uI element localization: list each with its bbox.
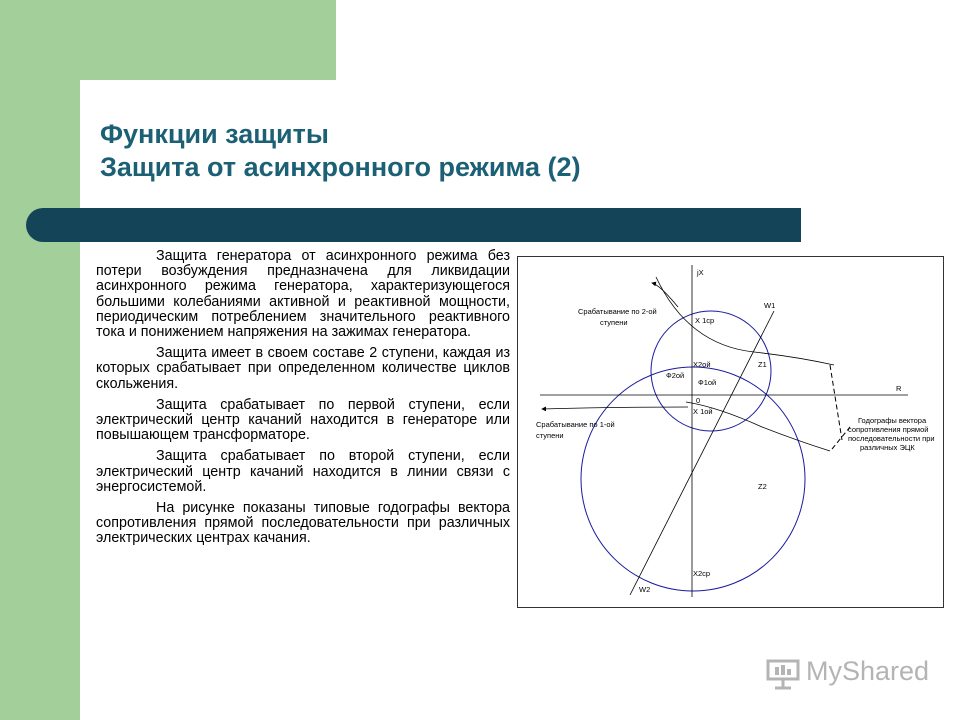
label-phi1: Ф1ой [698, 378, 717, 387]
paragraph-4: Защита срабатывает по второй ступени, если электрический центр качаний находится в линии связи с энергосистемой. [96, 448, 510, 495]
label-w1: W1 [764, 301, 776, 310]
label-z2: Z2 [758, 482, 767, 491]
label-stage2-line1: Срабатывание по 2-ой [578, 307, 657, 316]
paragraph-5: На рисунке показаны типовые годографы вектора сопротивления прямой последовательности при различных электрических центрах качания. [96, 500, 510, 547]
label-hodo-line1: Годографы вектора [858, 416, 927, 425]
label-hodo-line2: сопротивления прямой [848, 425, 929, 434]
myshared-logo [766, 656, 930, 692]
label-r: R [896, 384, 902, 393]
title-underline-band [26, 208, 801, 242]
dashed-upper [830, 365, 842, 440]
label-jx: jX [697, 268, 704, 277]
zone-circle-2 [581, 367, 805, 591]
w-line [630, 311, 774, 595]
label-stage2-line2: ступени [600, 318, 628, 327]
label-z1: Z1 [758, 360, 767, 369]
title-line-1: Функции защиты [100, 119, 329, 149]
impedance-diagram [517, 256, 944, 608]
label-x1cp: X 1ср [695, 316, 715, 325]
slide-title [100, 118, 581, 184]
label-hodo-line4: различных ЭЦК [860, 443, 915, 452]
label-x1oi: X 1ой [693, 407, 713, 416]
label-stage1-line2: ступени [536, 431, 564, 440]
presentation-icon [766, 658, 800, 690]
label-origin: 0 [696, 396, 701, 405]
title-line-2: Защита от асинхронного режима (2) [100, 152, 581, 182]
top-green-block [80, 0, 336, 80]
diagram-svg [518, 257, 943, 607]
arrow-stage2 [652, 283, 678, 307]
logo-text: MyShared [806, 656, 930, 686]
label-hodo-line3: последовательности при [848, 434, 935, 443]
paragraph-2: Защита имеет в своем составе 2 ступени, каждая из которых срабатывает при определенном количестве циклов скольжения. [96, 345, 510, 392]
label-stage1-line1: Срабатывание по 1-ой [536, 420, 615, 429]
paragraph-3: Защита срабатывает по первой ступени, если электрический центр качаний находится в генераторе или повышающем трансформаторе. [96, 396, 510, 444]
paragraph-1: Защита генератора от асинхронного режима без потери возбуждения предназначена для ликвидации асинхронного режима генератора, характеризующегося большими колебаниями активной и реактивной мощности, периодическим потреблением значительного реактивного тока и понижением напряжения на зажимах генератора. [96, 248, 510, 341]
left-green-bar [0, 0, 80, 720]
arrow-stage1 [542, 407, 688, 409]
label-phi2: Ф2ой [666, 371, 685, 380]
label-x2cp: X2ср [693, 569, 711, 578]
label-w2: W2 [639, 585, 651, 594]
label-x2oi: X2ой [693, 360, 711, 369]
body-text [96, 249, 510, 553]
